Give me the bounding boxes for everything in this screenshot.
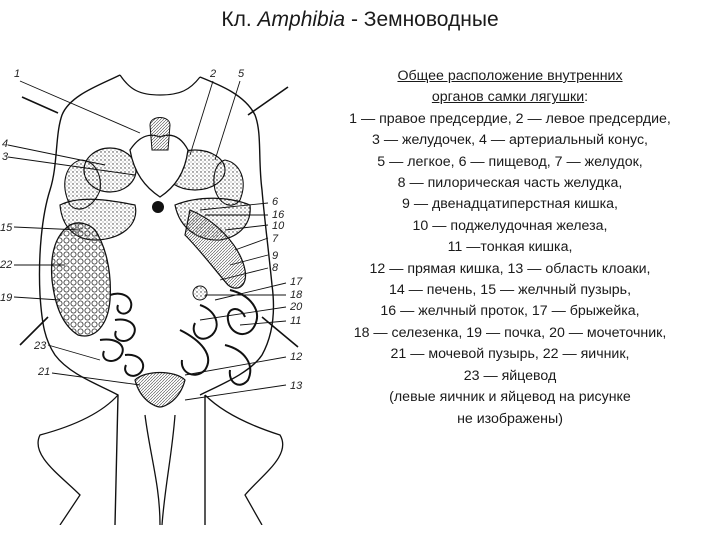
- frog-anatomy-figure: [0, 55, 320, 525]
- figure-label: 1: [14, 68, 21, 80]
- slide-title: [0, 8, 720, 32]
- title-prefix: Кл.: [221, 8, 252, 31]
- title-russian-name: Земноводные: [363, 8, 499, 31]
- figure-label: 13: [290, 380, 303, 392]
- spleen: [193, 286, 207, 300]
- throat-skin: [120, 75, 200, 95]
- note-line: (левые яичник и яйцевод на рисунке: [389, 389, 631, 406]
- figure-label: 11: [290, 315, 302, 327]
- title-separator: -: [350, 8, 358, 31]
- figure-label: 7: [272, 233, 279, 245]
- legend-line: 5 — легкое, 6 — пищевод, 7 — желудок,: [377, 153, 643, 170]
- figure-label: 18: [290, 289, 303, 301]
- leader-lines: [8, 81, 286, 400]
- title-latin-name: Amphibia: [257, 8, 346, 31]
- cloaca-region: [135, 373, 185, 408]
- legend-line: 11 —тонкая кишка,: [447, 239, 573, 256]
- figure-label: 22: [0, 259, 13, 271]
- legend-line: 23 — яйцевод: [463, 367, 557, 384]
- legend-line: 10 — поджелудочная железа,: [412, 217, 608, 234]
- legend-line: 16 — желчный проток, 17 — брыжейка,: [380, 303, 640, 320]
- caption-title-suffix: :: [584, 89, 589, 106]
- figure-label: 3: [2, 151, 9, 163]
- caption-title-line-1: Общее расположение внутренних: [397, 68, 623, 84]
- legend-line: 12 — прямая кишка, 13 — область клоаки,: [369, 260, 651, 277]
- figure-label: 21: [38, 366, 51, 378]
- legend-line: 8 — пилорическая часть желудка,: [397, 175, 623, 192]
- figure-label: 6: [272, 196, 279, 208]
- figure-label: 10: [272, 220, 285, 232]
- caption-title-line-2: [318, 87, 702, 108]
- legend-line: 21 — мочевой пузырь, 22 — яичник,: [390, 346, 630, 363]
- note-line: не изображены): [457, 410, 563, 427]
- figure-label: 12: [290, 351, 303, 363]
- figure-label: 2: [210, 68, 217, 80]
- legend-line: 1 — правое предсердие, 2 — левое предсердие,: [349, 110, 671, 127]
- figure-label: 5: [238, 68, 245, 80]
- figure-label: 8: [272, 262, 279, 274]
- figure-label: 17: [290, 276, 303, 288]
- caption-title-line-2-text: органов самки лягушки: [431, 89, 585, 106]
- legend-line: 14 — печень, 15 — желчный пузырь,: [388, 282, 632, 299]
- legend-line: 9 — двенадцатиперстная кишка,: [402, 196, 618, 213]
- hind-legs: [38, 395, 283, 525]
- figure-label: 23: [34, 340, 47, 352]
- figure-label: 9: [272, 250, 279, 262]
- figure-caption: [318, 66, 702, 430]
- legend-line: 3 — желудочек, 4 — артериальный конус,: [372, 132, 648, 149]
- figure-label: 19: [0, 292, 13, 304]
- legend-line: 18 — селезенка, 19 — почка, 20 — мочеточник,: [353, 324, 667, 341]
- figure-label: 20: [290, 301, 303, 313]
- figure-label: 4: [2, 138, 9, 150]
- figure-label: 15: [0, 222, 13, 234]
- figure-label: 16: [272, 209, 285, 221]
- frog-anatomy-drawing: [0, 55, 320, 525]
